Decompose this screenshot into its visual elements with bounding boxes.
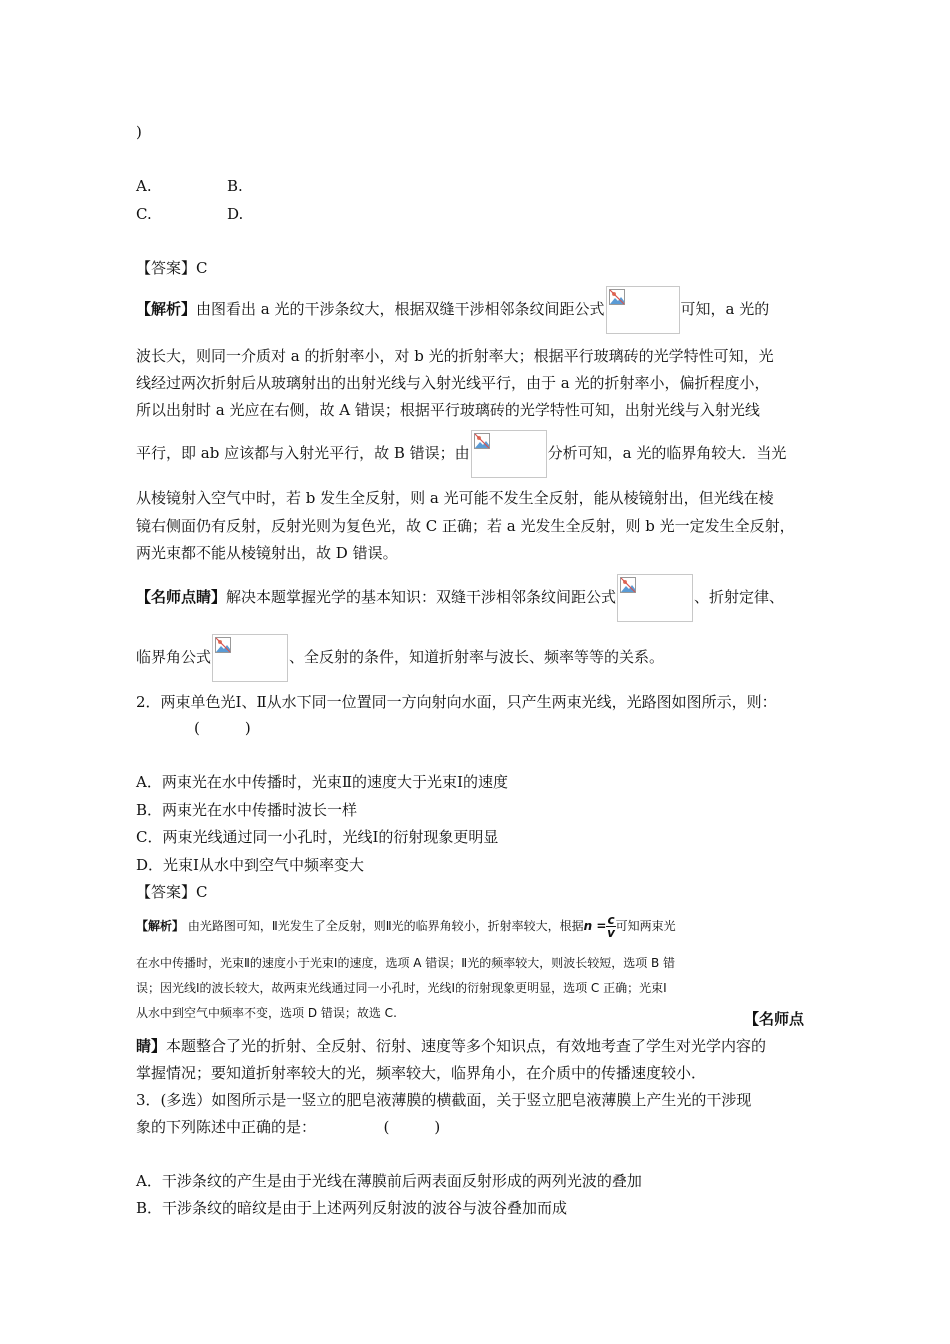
q1-tip-line-1: 【名师点睛】解决本题掌握光学的基本知识：双缝干涉相邻条纹间距公式 、折射定律、 xyxy=(136,572,784,622)
q2-option-a: A．两束光在水中传播时，光束Ⅱ的速度大于光束Ⅰ的速度 xyxy=(136,773,508,791)
formula-image-placeholder xyxy=(212,634,288,682)
formula-image-placeholder xyxy=(617,574,693,622)
q2-analysis-line-3: 误；因光线Ⅰ的波长较大，故两束光线通过同一小孔时，光线Ⅰ的衍射现象更明显，选项 C 正确；光束Ⅰ xyxy=(136,981,667,995)
q1-analysis-line-4: 所以出射时 a 光应在右侧，故 A 错误；根据平行玻璃砖的光学特性可知，出射光线与入射光线 xyxy=(136,401,760,419)
q2-analysis-line-2: 在水中传播时，光束Ⅱ的速度小于光束Ⅰ的速度，选项 A 错误；Ⅱ光的频率较大，则波长较短，选项 B 错 xyxy=(136,956,676,970)
q1-answer: 【答案】C xyxy=(136,259,208,277)
q1-analysis-line-8: 两光束都不能从棱镜射出，故 D 错误。 xyxy=(136,544,398,562)
q1-option-b: B. xyxy=(227,177,243,195)
q2-analysis-line-4: 从水中到空气中频率不变，选项 D 错误；故选 C. xyxy=(136,1006,397,1020)
formula-lhs: n = xyxy=(583,919,607,933)
q2-analysis-label: 【解析】 xyxy=(136,919,185,933)
q1-analysis-line-6: 从棱镜射入空气中时，若 b 发生全反射，则 a 光可能不发生全反射，能从棱镜射出，但光线在棱 xyxy=(136,489,774,507)
formula-image-placeholder xyxy=(471,430,547,478)
broken-image-icon xyxy=(215,637,231,653)
q2-option-d: D．光束Ⅰ从水中到空气中频率变大 xyxy=(136,856,364,874)
q3-option-a: A．干涉条纹的产生是由于光线在薄膜前后两表面反射形成的两列光波的叠加 xyxy=(136,1172,642,1190)
q1-close-paren: ) xyxy=(136,123,142,141)
q1-analysis-line-2: 波长大，则同一介质对 a 的折射率小，对 b 光的折射率大；根据平行玻璃砖的光学特性可知，光 xyxy=(136,347,774,365)
formula-image-placeholder xyxy=(606,286,680,334)
broken-image-icon xyxy=(620,577,636,593)
q2-tip-label-part-2: 睛】 xyxy=(136,1037,167,1055)
broken-image-icon xyxy=(474,433,490,449)
q1-analysis-label: 【解析】 xyxy=(136,300,197,318)
q2-stem-line-1: 2．两束单色光Ⅰ、Ⅱ从水下同一位置同一方向射向水面，只产生两束光线，光路图如图所示，则： xyxy=(136,693,777,711)
q2-tip-line-1: 睛】本题整合了光的折射、全反射、衍射、速度等多个知识点，有效地考查了学生对光学内容的 xyxy=(136,1037,767,1055)
q1-tip-label: 【名师点睛】 xyxy=(136,588,227,606)
q3-option-b: B．干涉条纹的暗纹是由于上述两列反射波的波谷与波谷叠加而成 xyxy=(136,1199,568,1217)
q2-analysis-line-1: 【解析】 由光路图可知，Ⅱ光发生了全反射，则Ⅱ光的临界角较小，折射率较大，根据n = $\frac{c}{v}$ 可知两束光 xyxy=(136,913,676,940)
q1-analysis-line-5: 平行，即 ab 应该都与入射光平行，故 B 错误；由 分析可知，a 光的临界角较大．当光 xyxy=(136,428,786,478)
q2-option-b: B．两束光在水中传播时波长一样 xyxy=(136,801,358,819)
q3-stem-line-2: 象的下列陈述中正确的是： ( ) xyxy=(136,1118,441,1136)
q1-option-d: D. xyxy=(227,205,244,223)
q1-analysis-line-7: 镜右侧面仍有反射，反射光则为复色光，故 C 正确；若 a 光发生全反射，则 b 光一定发生全反射， xyxy=(136,517,795,535)
formula-fraction: $\frac{c}{v}$ xyxy=(607,913,615,940)
q3-stem-line-1: 3．(多选）如图所示是一竖立的肥皂液薄膜的横截面，关于竖立肥皂液薄膜上产生光的干涉现 xyxy=(136,1091,752,1109)
q2-answer-paren: ( ) xyxy=(194,719,251,737)
q2-tip-line-2: 掌握情况；要知道折射率较大的光，频率较大，临界角小，在介质中的传播速度较小． xyxy=(136,1064,707,1082)
broken-image-icon xyxy=(609,289,625,305)
q1-analysis-line-1: 【解析】由图看出 a 光的干涉条纹大，根据双缝干涉相邻条纹间距公式 可知，a 光的 xyxy=(136,284,769,334)
q2-option-c: C．两束光线通过同一小孔时，光线Ⅰ的衍射现象更明显 xyxy=(136,828,499,846)
q2-tip-label-part-1: 【名师点 xyxy=(744,1010,805,1028)
q1-option-a: A. xyxy=(136,177,152,195)
q2-answer: 【答案】C xyxy=(136,883,208,901)
q1-tip-line-2: 临界角公式 、全反射的条件，知道折射率与波长、频率等等的关系。 xyxy=(136,632,664,682)
q1-analysis-line-3: 线经过两次折射后从玻璃射出的出射光线与入射光线平行，由于 a 光的折射率小，偏折程度小， xyxy=(136,374,770,392)
q1-option-c: C. xyxy=(136,205,152,223)
